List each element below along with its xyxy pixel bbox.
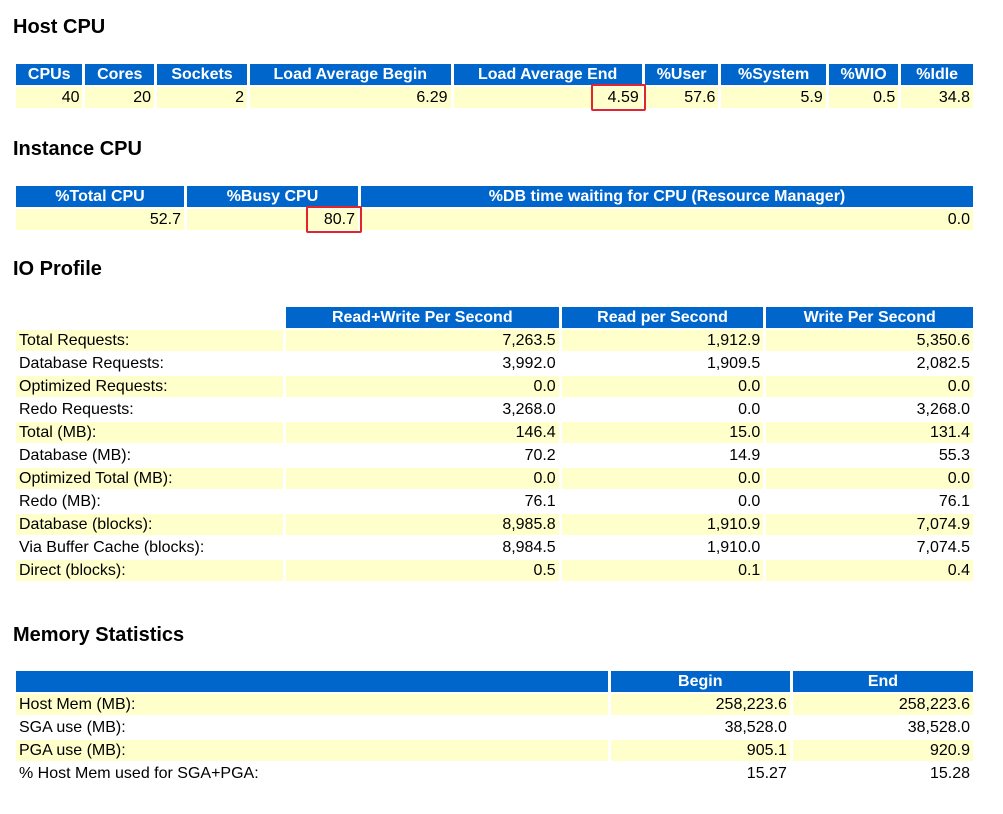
cell-idle: 34.8 <box>901 87 973 108</box>
cell-total-cpu: 52.7 <box>16 209 184 230</box>
col-header-cores: Cores <box>85 64 154 85</box>
io-profile-title: IO Profile <box>13 258 102 280</box>
cell-value: 76.1 <box>286 491 559 512</box>
io-profile-header-row <box>16 307 973 328</box>
col-header-blank <box>16 671 608 692</box>
row-label: Via Buffer Cache (blocks): <box>16 537 283 558</box>
cell-value: 3,268.0 <box>766 399 973 420</box>
table-row <box>16 445 973 466</box>
col-header-sockets: Sockets <box>157 64 247 85</box>
col-header-blank <box>16 307 283 328</box>
io-profile-table <box>13 305 976 583</box>
col-header-read-per-second: Read per Second <box>562 307 764 328</box>
table-row <box>16 330 973 351</box>
table-row <box>16 560 973 581</box>
table-row <box>16 717 973 738</box>
cell-value: 38,528.0 <box>793 717 973 738</box>
row-label: Database Requests: <box>16 353 283 374</box>
col-header-system: %System <box>721 64 825 85</box>
instance-cpu-header-row <box>16 186 973 207</box>
cell-value: 14.9 <box>562 445 764 466</box>
row-label: Redo Requests: <box>16 399 283 420</box>
cell-sockets: 2 <box>157 87 247 108</box>
cell-value: 0.0 <box>766 376 973 397</box>
cell-value: 0.0 <box>562 399 764 420</box>
cell-load-average-end-value: 4.59 <box>607 88 639 106</box>
col-header-write-per-second: Write Per Second <box>766 307 973 328</box>
cell-user: 57.6 <box>645 87 719 108</box>
col-header-user: %User <box>645 64 719 85</box>
cell-value: 3,992.0 <box>286 353 559 374</box>
cell-value: 70.2 <box>286 445 559 466</box>
table-row <box>16 740 973 761</box>
col-header-load-average-end: Load Average End <box>454 64 642 85</box>
table-row <box>16 399 973 420</box>
row-label: PGA use (MB): <box>16 740 608 761</box>
cell-value: 905.1 <box>611 740 790 761</box>
cell-value: 0.0 <box>286 376 559 397</box>
table-row <box>16 694 973 715</box>
memory-statistics-header-row <box>16 671 973 692</box>
cell-value: 146.4 <box>286 422 559 443</box>
cell-value: 0.0 <box>562 376 764 397</box>
cell-value: 38,528.0 <box>611 717 790 738</box>
cell-value: 0.0 <box>562 468 764 489</box>
cell-db-time-waiting: 0.0 <box>361 209 973 230</box>
cell-value: 15.28 <box>793 763 973 784</box>
cell-value: 7,074.5 <box>766 537 973 558</box>
io-profile-body <box>16 330 973 581</box>
table-row <box>16 468 973 489</box>
row-label: Optimized Total (MB): <box>16 468 283 489</box>
row-label: % Host Mem used for SGA+PGA: <box>16 763 608 784</box>
instance-cpu-table <box>13 184 976 232</box>
cell-value: 0.0 <box>286 468 559 489</box>
cell-busy-cpu-value: 80.7 <box>323 210 355 228</box>
cell-cpus: 40 <box>16 87 82 108</box>
col-header-total-cpu: %Total CPU <box>16 186 184 207</box>
cell-value: 76.1 <box>766 491 973 512</box>
cell-value: 0.1 <box>562 560 764 581</box>
cell-value: 2,082.5 <box>766 353 973 374</box>
cell-value: 1,912.9 <box>562 330 764 351</box>
cell-value: 55.3 <box>766 445 973 466</box>
table-row <box>16 763 973 784</box>
table-row <box>16 87 973 108</box>
table-row <box>16 209 973 230</box>
memory-statistics-title: Memory Statistics <box>13 624 185 646</box>
row-label: SGA use (MB): <box>16 717 608 738</box>
col-header-idle: %Idle <box>901 64 973 85</box>
cell-value: 258,223.6 <box>611 694 790 715</box>
row-label: Total Requests: <box>16 330 283 351</box>
cell-value: 131.4 <box>766 422 973 443</box>
host-cpu-title: Host CPU <box>13 16 106 38</box>
cell-value: 0.0 <box>562 491 764 512</box>
cell-value: 3,268.0 <box>286 399 559 420</box>
row-label: Optimized Requests: <box>16 376 283 397</box>
cell-value: 1,910.9 <box>562 514 764 535</box>
col-header-end: End <box>793 671 973 692</box>
col-header-read-write-per-second: Read+Write Per Second <box>286 307 559 328</box>
cell-value: 8,984.5 <box>286 537 559 558</box>
table-row <box>16 514 973 535</box>
instance-cpu-title: Instance CPU <box>13 138 142 160</box>
cell-value: 920.9 <box>793 740 973 761</box>
cell-load-average-end-highlighted <box>454 87 642 108</box>
row-label: Total (MB): <box>16 422 283 443</box>
col-header-cpus: CPUs <box>16 64 82 85</box>
cell-cores: 20 <box>85 87 154 108</box>
cell-value: 5,350.6 <box>766 330 973 351</box>
cell-value: 0.5 <box>286 560 559 581</box>
cell-system: 5.9 <box>721 87 825 108</box>
table-row <box>16 422 973 443</box>
row-label: Database (MB): <box>16 445 283 466</box>
highlight-box <box>591 84 646 111</box>
memory-statistics-table <box>13 669 976 786</box>
col-header-busy-cpu: %Busy CPU <box>187 186 358 207</box>
cell-value: 1,910.0 <box>562 537 764 558</box>
col-header-load-average-begin: Load Average Begin <box>250 64 451 85</box>
table-row <box>16 491 973 512</box>
cell-value: 7,263.5 <box>286 330 559 351</box>
cell-value: 15.27 <box>611 763 790 784</box>
cell-value: 0.4 <box>766 560 973 581</box>
row-label: Redo (MB): <box>16 491 283 512</box>
col-header-wio: %WIO <box>829 64 899 85</box>
row-label: Direct (blocks): <box>16 560 283 581</box>
table-row <box>16 353 973 374</box>
row-label: Database (blocks): <box>16 514 283 535</box>
cell-value: 0.0 <box>766 468 973 489</box>
row-label: Host Mem (MB): <box>16 694 608 715</box>
cell-wio: 0.5 <box>829 87 899 108</box>
host-cpu-table <box>13 62 976 110</box>
cell-value: 258,223.6 <box>793 694 973 715</box>
host-cpu-header-row <box>16 64 973 85</box>
cell-load-average-begin: 6.29 <box>250 87 451 108</box>
highlight-box <box>306 206 362 233</box>
col-header-db-time-waiting: %DB time waiting for CPU (Resource Manager) <box>361 186 973 207</box>
cell-value: 1,909.5 <box>562 353 764 374</box>
col-header-begin: Begin <box>611 671 790 692</box>
cell-busy-cpu-highlighted <box>187 209 358 230</box>
cell-value: 7,074.9 <box>766 514 973 535</box>
cell-value: 8,985.8 <box>286 514 559 535</box>
table-row <box>16 376 973 397</box>
table-row <box>16 537 973 558</box>
cell-value: 15.0 <box>562 422 764 443</box>
